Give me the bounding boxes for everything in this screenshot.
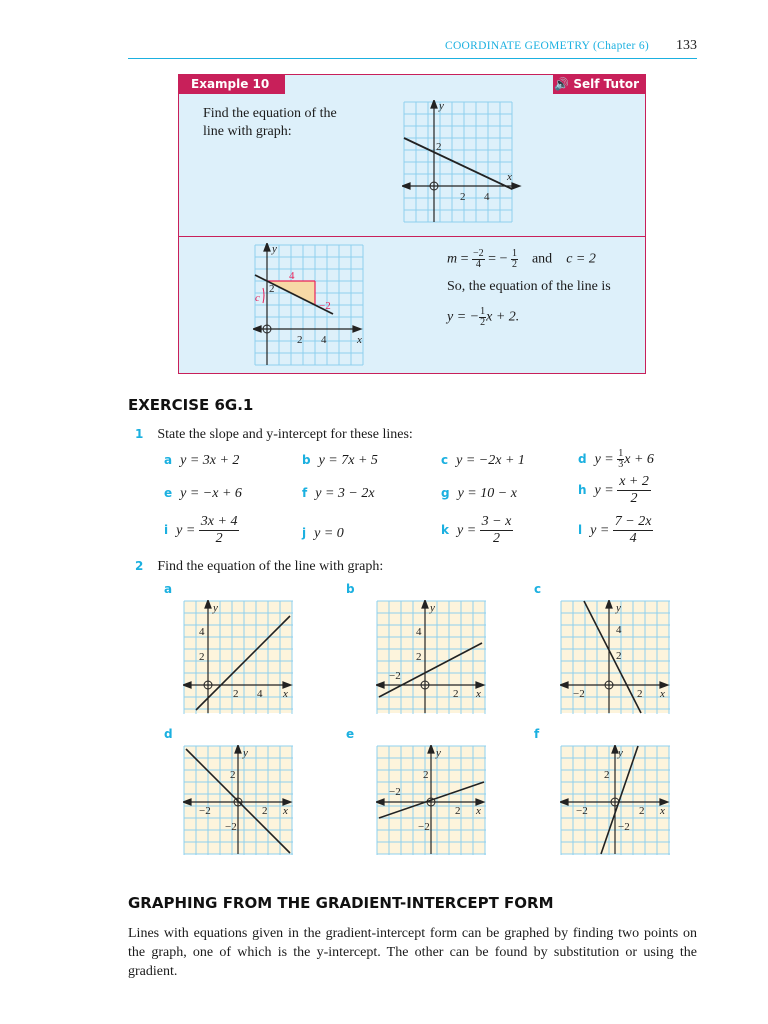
tick-y-2: 2 <box>269 283 275 295</box>
x-label: x <box>507 171 512 183</box>
item-c: c y = −2x + 1 <box>441 453 525 468</box>
svg-text:x: x <box>660 688 665 700</box>
c-expression: c = 2 <box>566 251 596 267</box>
example-divider <box>179 236 645 237</box>
solution-line-2: So, the equation of the line is <box>447 279 611 294</box>
svg-text:2: 2 <box>604 769 610 781</box>
item-g: g y = 10 − x <box>441 486 517 501</box>
rise-label: −2 <box>319 300 331 312</box>
graph-label-d: d <box>164 727 173 741</box>
svg-text:4: 4 <box>199 626 205 638</box>
svg-text:4: 4 <box>416 626 422 638</box>
page-header <box>128 38 697 59</box>
item-e: e y = −x + 6 <box>164 486 242 501</box>
graph-label-e: e <box>346 727 355 741</box>
example-graph-1 <box>402 100 522 224</box>
svg-text:y: y <box>213 602 218 614</box>
svg-text:2: 2 <box>230 769 236 781</box>
svg-text:2: 2 <box>455 805 461 817</box>
x-axis-arrow <box>512 183 520 189</box>
exercise-heading: EXERCISE 6G.1 <box>128 396 254 414</box>
eq-neg: = − <box>488 251 508 267</box>
grid <box>404 102 512 222</box>
svg-text:2: 2 <box>637 688 643 700</box>
example-question <box>203 105 393 141</box>
m-symbol: m <box>447 251 458 267</box>
section-heading: GRAPHING FROM THE GRADIENT-INTERCEPT FORM <box>128 894 554 912</box>
question-1 <box>135 425 413 443</box>
item-j: j y = 0 <box>302 526 344 541</box>
graph-label-f: f <box>534 727 540 741</box>
self-tutor-label: Self Tutor <box>573 77 639 91</box>
speaker-icon: 🔊 <box>554 77 570 91</box>
question-number: 2 <box>135 559 144 573</box>
svg-text:2: 2 <box>423 769 429 781</box>
y-axis-arrow <box>431 100 437 108</box>
item-i: i y = $\frac{3x + 4}{2}$ <box>164 514 238 546</box>
item-h: h y = $\frac{x + 2}{2}$ <box>578 474 649 506</box>
tick-y-2: 2 <box>436 141 442 153</box>
eq-sign: = <box>460 251 469 267</box>
item-k: k y = $\frac{3 - x}{2}$ <box>441 514 512 546</box>
graph-e <box>376 745 488 857</box>
solution-line-3: y = − $\frac{1}{2}$ x + 2. <box>447 306 520 328</box>
y-label: y <box>439 100 444 112</box>
c-label: c <box>255 292 260 304</box>
tick-x-2: 2 <box>297 334 303 346</box>
question-number: 1 <box>135 427 144 441</box>
svg-text:x: x <box>283 688 288 700</box>
graph-c <box>560 600 672 716</box>
item-a: a y = 3x + 2 <box>164 453 240 468</box>
item-l: l y = $\frac{7 - 2x}{4}$ <box>578 514 652 546</box>
tick-x-2: 2 <box>460 191 466 203</box>
svg-text:−2: −2 <box>418 821 430 833</box>
svg-text:4: 4 <box>257 688 263 700</box>
chapter-title: COORDINATE GEOMETRY (Chapter 6) <box>444 40 649 52</box>
svg-text:y: y <box>436 747 441 759</box>
svg-text:2: 2 <box>233 688 239 700</box>
question-text: Find the equation of the line with graph: <box>157 559 384 574</box>
run-label: 4 <box>289 270 295 282</box>
item-f: f y = 3 − 2x <box>302 486 375 501</box>
example-graph-2 <box>253 243 373 367</box>
solution-line-1 <box>447 249 596 270</box>
graph-f <box>560 745 672 857</box>
x-label: x <box>357 334 362 346</box>
self-tutor-button[interactable] <box>553 75 645 94</box>
page-number: 133 <box>676 38 697 53</box>
graph-line <box>404 138 512 189</box>
question-2 <box>135 557 383 575</box>
svg-text:y: y <box>430 602 435 614</box>
svg-text:x: x <box>660 805 665 817</box>
svg-text:−2: −2 <box>389 786 401 798</box>
svg-text:2: 2 <box>639 805 645 817</box>
graph-d <box>183 745 295 857</box>
svg-text:y: y <box>618 747 623 759</box>
tick-x-4: 4 <box>484 191 490 203</box>
svg-text:−2: −2 <box>576 805 588 817</box>
y-label: y <box>272 243 277 255</box>
svg-text:x: x <box>476 688 481 700</box>
example-tag: Example 10 <box>179 75 285 94</box>
item-b: b y = 7x + 5 <box>302 453 378 468</box>
svg-text:4: 4 <box>616 624 622 636</box>
graph-label-c: c <box>534 582 542 596</box>
question-line-2: line with graph: <box>203 124 292 139</box>
graph-label-b: b <box>346 582 355 596</box>
svg-text:y: y <box>243 747 248 759</box>
graph-a <box>183 600 295 716</box>
svg-text:2: 2 <box>616 650 622 662</box>
svg-text:−2: −2 <box>225 821 237 833</box>
and-word: and <box>531 251 553 267</box>
fraction-half: $\frac{1}{2}$ <box>511 248 517 270</box>
svg-text:x: x <box>476 805 481 817</box>
question-line-1: Find the equation of the <box>203 106 337 121</box>
item-d: d y = $\frac{1}{3}$ x + 6 <box>578 448 654 470</box>
svg-text:−2: −2 <box>389 670 401 682</box>
svg-text:y: y <box>616 602 621 614</box>
section-paragraph: Lines with equations given in the gradient-intercept form can be graphed by finding two points on the graph, one of which is the y-intercept. The other can be found by substitution or using the gradient. <box>128 926 697 979</box>
graph-b <box>376 600 488 716</box>
tick-x-4: 4 <box>321 334 327 346</box>
fraction-rise-run: $\frac{-2}{4}$ <box>473 248 484 270</box>
question-text: State the slope and y-intercept for these lines: <box>157 427 413 442</box>
svg-text:−2: −2 <box>618 821 630 833</box>
example-box <box>178 74 646 374</box>
graph-label-a: a <box>164 582 173 596</box>
svg-text:2: 2 <box>199 651 205 663</box>
svg-text:2: 2 <box>453 688 459 700</box>
svg-text:2: 2 <box>416 651 422 663</box>
svg-text:−2: −2 <box>573 688 585 700</box>
svg-text:2: 2 <box>262 805 268 817</box>
svg-text:x: x <box>283 805 288 817</box>
svg-text:−2: −2 <box>199 805 211 817</box>
